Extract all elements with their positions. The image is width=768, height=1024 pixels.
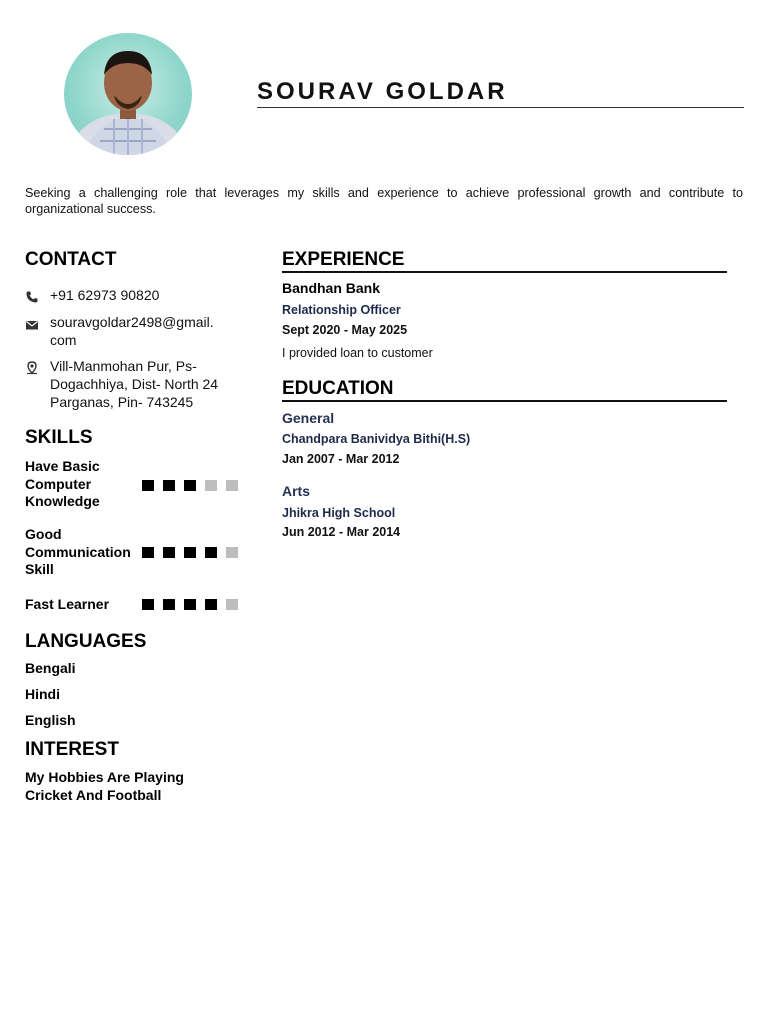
mail-icon: [25, 318, 39, 332]
skill-level-filled: [163, 480, 175, 491]
language-item: English: [25, 712, 76, 728]
profile-photo: [64, 33, 192, 155]
skill-label-line: Communication: [25, 543, 131, 560]
person-portrait: [64, 33, 192, 155]
education-heading: EDUCATION: [282, 378, 394, 399]
education-field: Arts: [282, 483, 311, 499]
address-line-3: Parganas, Pin- 743245: [50, 394, 194, 410]
education-dates: Jan 2007 - Mar 2012: [282, 452, 400, 466]
skill-level-filled: [142, 547, 154, 558]
summary-text: Seeking a challenging role that leverages my skills and experience to achieve professional growth and contribute to organizational success.: [25, 186, 743, 216]
skill-label-line: Have Basic: [25, 458, 100, 474]
language-item: Bengali: [25, 660, 76, 676]
company-name: Bandhan Bank: [282, 280, 381, 296]
skill-level-empty: [226, 547, 238, 558]
skills-heading: SKILLS: [25, 427, 93, 448]
job-dates: Sept 2020 - May 2025: [282, 323, 408, 337]
skill-label-line: Good: [25, 526, 62, 542]
job-role: Relationship Officer: [282, 303, 401, 317]
phone-icon: [25, 290, 39, 304]
education-dates: Jun 2012 - Mar 2014: [282, 525, 401, 539]
interest-heading: INTEREST: [25, 739, 119, 760]
experience-divider: [282, 271, 727, 273]
skill-level-filled: [205, 599, 217, 610]
skill-level-filled: [205, 547, 217, 558]
interest-line-1: My Hobbies Are Playing: [25, 769, 184, 785]
skill-label: [25, 526, 140, 579]
interest-text: [25, 769, 184, 804]
school-name: Jhikra High School: [282, 506, 396, 520]
interest-line-2: Cricket And Football: [25, 786, 162, 803]
languages-heading: LANGUAGES: [25, 631, 147, 652]
experience-heading: EXPERIENCE: [282, 249, 405, 270]
skill-rating: [142, 599, 238, 610]
skill-label-line: Skill: [25, 561, 54, 577]
email-line-2: com: [50, 332, 77, 348]
job-description: I provided loan to customer: [282, 346, 433, 360]
skill-rating: [142, 480, 238, 491]
skill-level-empty: [226, 480, 238, 491]
postal-address: [50, 357, 218, 411]
skill-level-filled: [184, 599, 196, 610]
skill-level-filled: [142, 599, 154, 610]
language-item: Hindi: [25, 686, 60, 702]
email-address: [50, 313, 214, 349]
address-line-2: Dogachhiya, Dist- North 24: [50, 376, 219, 392]
skill-level-empty: [205, 480, 217, 491]
education-divider: [282, 400, 727, 402]
skill-label-line: Computer: [25, 475, 92, 492]
contact-heading: CONTACT: [25, 249, 117, 270]
location-icon: [25, 361, 39, 375]
address-line-1: Vill-Manmohan Pur, Ps-: [50, 358, 197, 374]
skill-level-filled: [163, 599, 175, 610]
skill-label: [25, 458, 140, 511]
phone-number: +91 62973 90820: [50, 287, 160, 303]
school-name: Chandpara Banividya Bithi(H.S): [282, 432, 471, 446]
skill-level-filled: [184, 547, 196, 558]
education-field: General: [282, 410, 335, 426]
name-divider: [257, 107, 744, 108]
skill-level-empty: [226, 599, 238, 610]
skill-label-line: Fast Learner: [25, 596, 110, 612]
skill-level-filled: [184, 480, 196, 491]
skill-level-filled: [142, 480, 154, 491]
skill-level-filled: [163, 547, 175, 558]
skill-label: [25, 596, 140, 614]
candidate-name: SOURAV GOLDAR: [257, 78, 508, 105]
skill-label-line: Knowledge: [25, 493, 100, 509]
skill-rating: [142, 547, 238, 558]
email-line-1: souravgoldar2498@gmail.: [50, 314, 214, 330]
